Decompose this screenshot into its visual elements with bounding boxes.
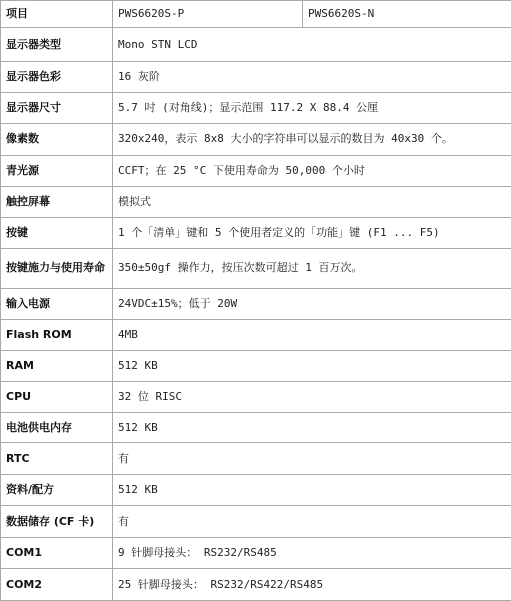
row-value: 512 KB xyxy=(113,474,511,506)
table-row xyxy=(1,506,511,538)
row-value: 320x240，表示 8x8 大小的字符串可以显示的数目为 40x30 个。 xyxy=(113,124,511,156)
row-value: 32 位 RISC xyxy=(113,382,511,413)
spec-table-body xyxy=(1,1,511,601)
row-label: 资料/配方 xyxy=(1,474,113,506)
table-row xyxy=(1,382,511,413)
model-n-cell: PWS6620S-N xyxy=(303,1,511,28)
table-row xyxy=(1,288,511,320)
table-row xyxy=(1,249,511,289)
row-value: 5.7 吋 (对角线)；显示范围 117.2 X 88.4 公厘 xyxy=(113,92,511,124)
table-row xyxy=(1,350,511,382)
row-label: 显示器类型 xyxy=(1,28,113,62)
row-label: 青光源 xyxy=(1,155,113,187)
table-row xyxy=(1,92,511,124)
row-value: 1 个「清单」键和 5 个使用者定义的「功能」键 (F1 ... F5) xyxy=(113,217,511,249)
table-row xyxy=(1,537,511,569)
table-row xyxy=(1,28,511,62)
table-row xyxy=(1,62,511,93)
row-value: 9 针脚母接头： RS232/RS485 xyxy=(113,537,511,569)
row-label: 数据储存 (CF 卡) xyxy=(1,506,113,538)
row-label: 电池供电内存 xyxy=(1,412,113,443)
row-label: Flash ROM xyxy=(1,320,113,351)
row-value: 512 KB xyxy=(113,350,511,382)
table-row xyxy=(1,217,511,249)
row-label: 输入电源 xyxy=(1,288,113,320)
table-row xyxy=(1,412,511,443)
table-row xyxy=(1,155,511,187)
table-row xyxy=(1,320,511,351)
row-label: RTC xyxy=(1,443,113,475)
row-value: 24VDC±15%；低于 20W xyxy=(113,288,511,320)
row-label: 显示器尺寸 xyxy=(1,92,113,124)
row-value: 模拟式 xyxy=(113,187,511,218)
row-value: 有 xyxy=(113,443,511,475)
row-value: 512 KB xyxy=(113,412,511,443)
table-row xyxy=(1,474,511,506)
table-row xyxy=(1,443,511,475)
row-label: 触控屏幕 xyxy=(1,187,113,218)
header-row xyxy=(1,1,511,28)
table-row xyxy=(1,569,511,601)
row-label: COM2 xyxy=(1,569,113,601)
table-row xyxy=(1,124,511,156)
row-label: 像素数 xyxy=(1,124,113,156)
row-value: Mono STN LCD xyxy=(113,28,511,62)
table-row xyxy=(1,187,511,218)
row-value: 16 灰阶 xyxy=(113,62,511,93)
row-value: 4MB xyxy=(113,320,511,351)
row-label: RAM xyxy=(1,350,113,382)
row-label: COM1 xyxy=(1,537,113,569)
row-label: 显示器色彩 xyxy=(1,62,113,93)
row-label: CPU xyxy=(1,382,113,413)
model-p-cell: PWS6620S-P xyxy=(113,1,303,28)
row-label: 按键 xyxy=(1,217,113,249)
row-value: CCFT；在 25 °C 下使用寿命为 50,000 个小时 xyxy=(113,155,511,187)
header-label: 项目 xyxy=(1,1,113,28)
row-value: 有 xyxy=(113,506,511,538)
row-value: 350±50gf 操作力，按压次数可超过 1 百万次。 xyxy=(113,249,511,289)
row-value: 25 针脚母接头： RS232/RS422/RS485 xyxy=(113,569,511,601)
row-label: 按键施力与使用寿命 xyxy=(1,249,113,289)
